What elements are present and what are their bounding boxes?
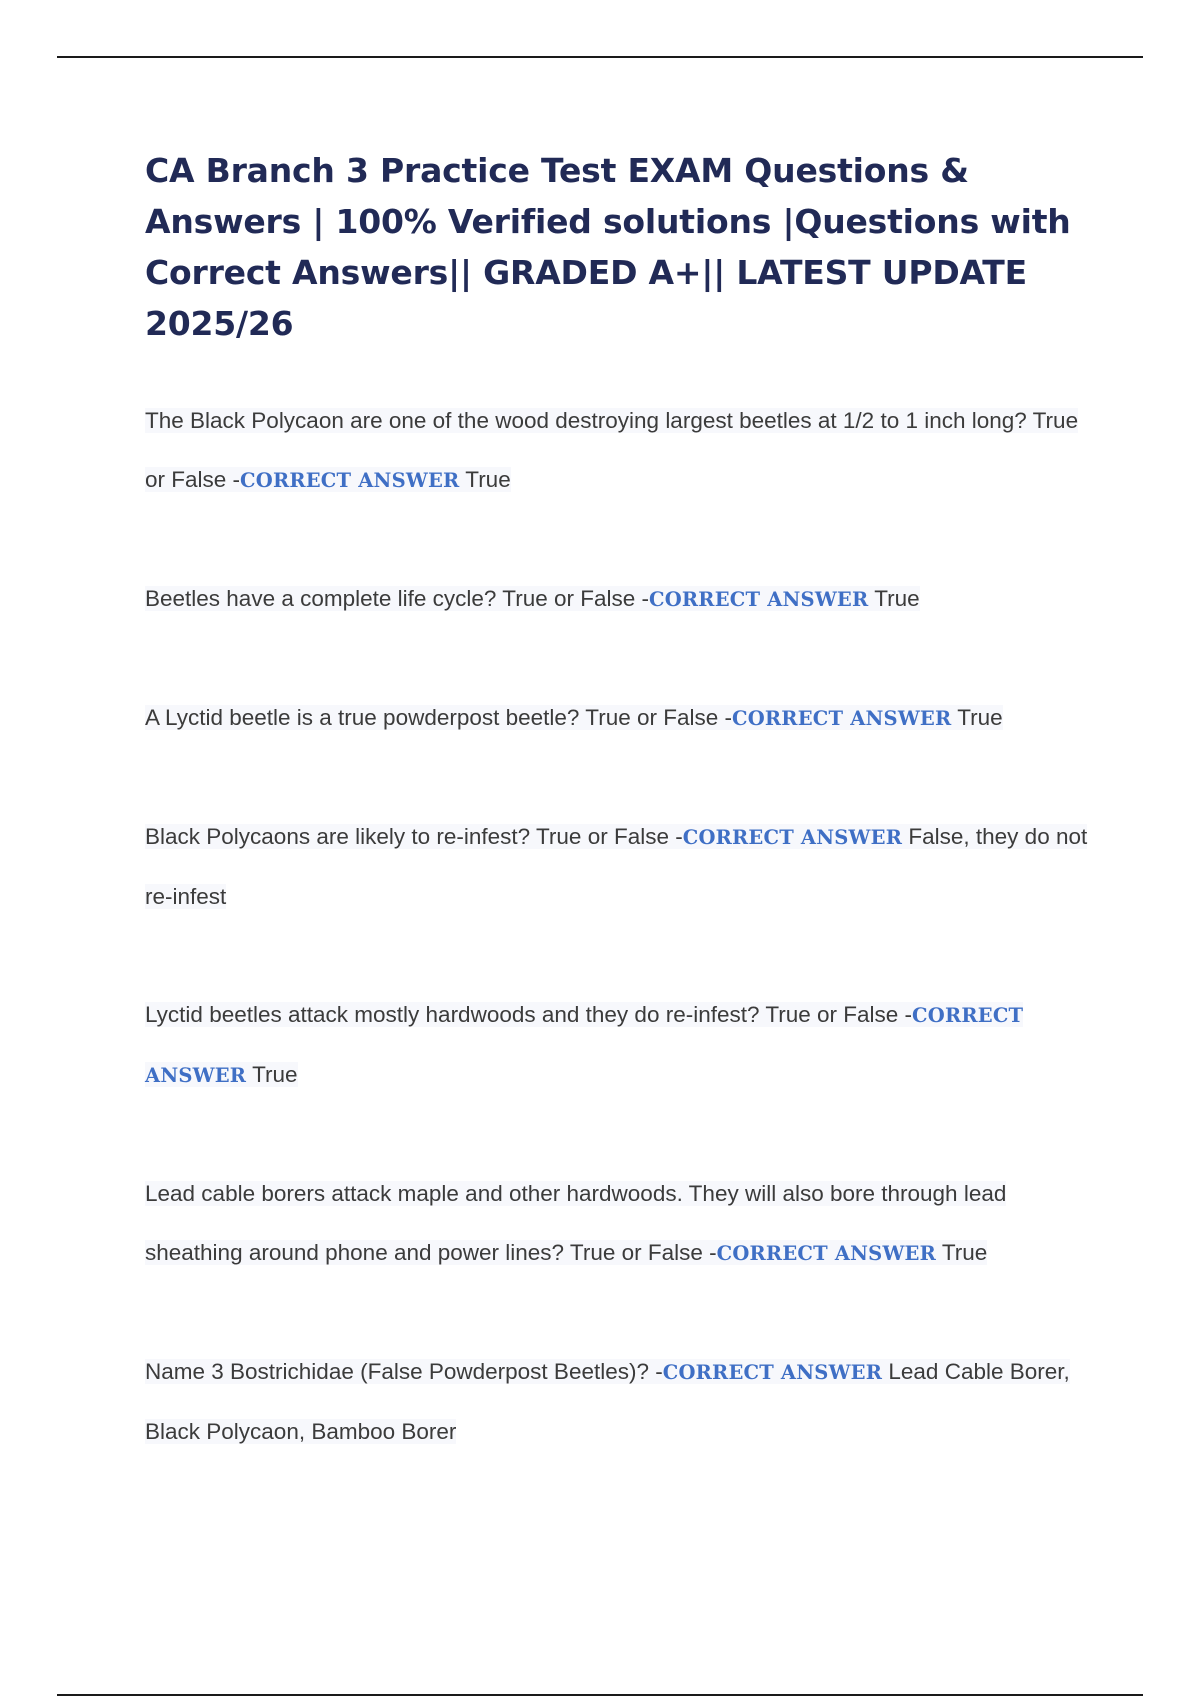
qa-item-text (145, 824, 1087, 909)
correct-answer-marker: CORRECT ANSWER (662, 1361, 883, 1384)
answer-text: Lead Cable Borer, Black Polycaon, Bamboo Borer (145, 1359, 1070, 1444)
qa-item (145, 391, 1095, 510)
correct-answer-marker: CORRECT ANSWER (649, 588, 869, 611)
answer-text: False, they do not re-infest (145, 824, 1088, 909)
question-text: Beetles have a complete life cycle? True or False - (145, 586, 649, 611)
qa-list (145, 391, 1095, 1461)
qa-item (145, 807, 1095, 926)
qa-item-text (145, 408, 1078, 492)
correct-answer-marker: CORRECT ANSWER (716, 1242, 937, 1265)
question-text: Lead cable borers attack maple and other hardwoods. They will also bore through lead sheathing around phone and power lines? True or False - (145, 1181, 1007, 1265)
correct-answer-marker: CORRECT ANSWER (240, 469, 460, 492)
qa-item-text (145, 1181, 1006, 1265)
answer-text: True (868, 586, 920, 611)
qa-item (145, 569, 1095, 629)
correct-answer-marker: CORRECT ANSWER (732, 707, 952, 730)
qa-item-text (145, 1002, 1023, 1087)
question-text: Black Polycaons are likely to re-infest? True or False - (145, 824, 683, 849)
bottom-rule (57, 1694, 1143, 1696)
answer-text: True (459, 467, 511, 492)
qa-item (145, 688, 1095, 748)
document-body (145, 145, 1095, 1520)
question-text: Lyctid beetles attack mostly hardwoods and they do re-infest? True or False - (145, 1002, 913, 1027)
answer-text: True (936, 1240, 988, 1265)
qa-item (145, 985, 1095, 1105)
correct-answer-marker: CORRECT ANSWER (145, 1004, 1024, 1087)
question-text: The Black Polycaon are one of the wood destroying largest beetles at 1/2 to 1 inch long? True or False - (145, 408, 1079, 492)
qa-item (145, 1164, 1095, 1283)
qa-item-text (145, 586, 920, 611)
answer-text: True (246, 1062, 298, 1087)
qa-item (145, 1342, 1095, 1461)
top-rule (57, 56, 1143, 58)
question-text: A Lyctid beetle is a true powderpost beetle? True or False - (145, 705, 732, 730)
qa-item-text (145, 1359, 1070, 1444)
answer-text: True (951, 705, 1003, 730)
qa-item-text (145, 705, 1003, 730)
document-title: CA Branch 3 Practice Test EXAM Questions & Answers | 100% Verified solutions |Questions with Correct Answers|| GRADED A+|| LATEST UPDATE 2025/26 (145, 151, 1071, 343)
question-text: Name 3 Bostrichidae (False Powderpost Beetles)? - (145, 1359, 663, 1384)
correct-answer-marker: CORRECT ANSWER (682, 826, 903, 849)
